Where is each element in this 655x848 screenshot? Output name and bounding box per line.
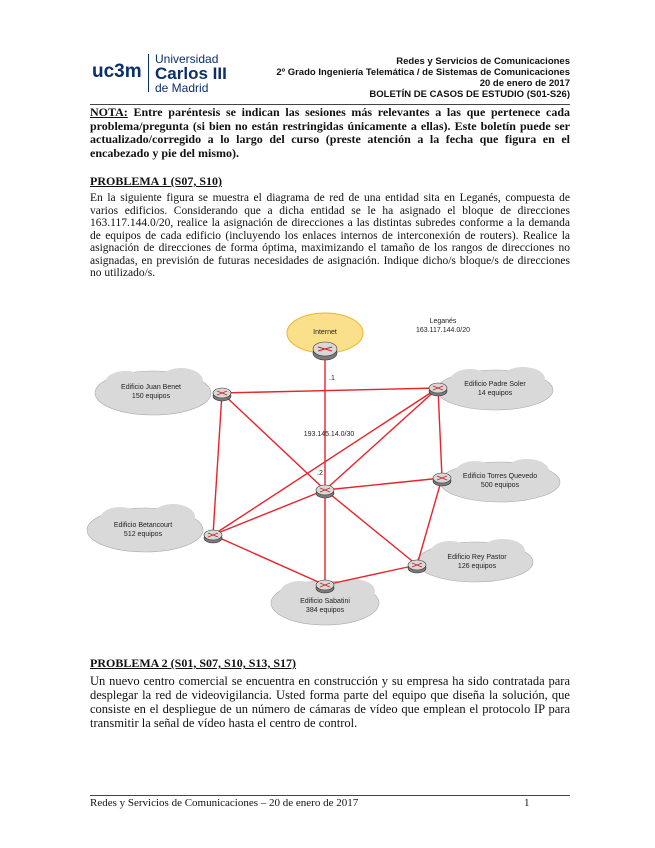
router-padre-soler-icon [429, 383, 447, 396]
footer-text: Redes y Servicios de Comunicaciones – 20 de enero de 2017 [90, 797, 359, 809]
router-internet-icon [313, 342, 337, 360]
label-rey-pastor-hosts: 126 equipos [457, 563, 497, 570]
router-torres-quevedo-icon [433, 473, 451, 486]
router-betancourt-icon [204, 530, 222, 543]
header-course: Redes y Servicios de Comunicaciones [396, 56, 570, 67]
network-links [213, 355, 442, 585]
label-rey-pastor-name: Edificio Rey Pastor [447, 554, 507, 561]
label-site-name: Leganés [429, 318, 457, 325]
header-date: 20 de enero de 2017 [479, 78, 570, 89]
label-sabatini-name: Edificio Sabatini [300, 598, 350, 605]
label-juan-benet-name: Edificio Juan Benet [121, 384, 181, 391]
label-link-net: 193.145.14.0/30 [303, 431, 355, 438]
router-juan-benet-icon [213, 388, 231, 401]
label-site-block: 163.117.144.0/20 [416, 327, 470, 334]
cloud-torres-quevedo [440, 459, 560, 502]
label-internet: Internet [313, 329, 337, 336]
header-bulletin: BOLETÍN DE CASOS DE ESTUDIO (S01-S26) [369, 89, 570, 100]
university-logo [92, 52, 264, 96]
logo-uc3m: uc3m [92, 61, 142, 82]
cloud-padre-soler [437, 367, 553, 410]
page-header [276, 56, 570, 100]
label-torres-quevedo-name: Edificio Torres Quevedo [462, 473, 538, 480]
label-iface-2: .2 [317, 470, 323, 477]
note-text: Entre paréntesis se indican las sesiones más relevantes a las que pertenece cada problema/pregunta (si bien no están restringidas únicamente a ellas). Este boletín puede ser actualizado/corregido a lo largo del curso (preste atención a la fecha que figura en el encabezado y pie del mismo). [90, 105, 570, 160]
problem-1-title: PROBLEMA 1 (S07, S10) [90, 174, 223, 188]
cloud-juan-benet [95, 368, 211, 415]
logo-line-3: de Madrid [155, 81, 209, 95]
label-juan-benet-hosts: 150 equipos [131, 393, 171, 400]
note-paragraph [90, 106, 570, 160]
router-central-icon [316, 485, 334, 498]
header-degree: 2º Grado Ingeniería Telemática / de Sistemas de Comunicaciones [276, 67, 570, 78]
logo-divider [148, 54, 149, 92]
label-sabatini-hosts: 384 equipos [305, 607, 345, 614]
note-label: NOTA: [90, 105, 128, 119]
label-iface-1: .1 [329, 375, 335, 382]
label-betancourt-hosts: 512 equipos [123, 531, 163, 538]
page-number: 1 [524, 797, 530, 809]
router-rey-pastor-icon [408, 560, 426, 573]
logo-line-1: Universidad [155, 52, 219, 66]
footer-rule [90, 795, 570, 796]
problem-2-title: PROBLEMA 2 (S01, S07, S10, S13, S17) [90, 656, 297, 670]
router-sabatini-icon [316, 580, 334, 593]
label-padre-soler-name: Edificio Padre Soler [464, 381, 526, 388]
logo-line-2: Carlos III [155, 64, 227, 83]
network-diagram [85, 305, 575, 635]
label-torres-quevedo-hosts: 500 equipos [480, 482, 520, 489]
label-betancourt-name: Edificio Betancourt [113, 522, 173, 529]
label-padre-soler-hosts: 14 equipos [477, 390, 513, 397]
problem-1-text: En la siguiente figura se muestra el diagrama de red de una entidad sita en Leganés, compuesta de varios edificios. Considerando que a dicha entidad se le ha asignado el bloque de direcciones 163.117.144.0/20, realice la asignación de direcciones a las distintas subredes conforme a la demanda de equipos de cada edificio (incluyendo los enlaces internos de interconexión de routers). Realice la asignación de direcciones de forma óptima, maximizando el tamaño de los rangos de direcciones no asignadas, en previsión de futuras necesidades de asignación. Indique dicho/s bloque/s de direcciones no utilizado/s. [90, 192, 570, 279]
problem-2-text: Un nuevo centro comercial se encuentra en construcción y su empresa ha sido contratada para desplegar la red de videovigilancia. Usted forma parte del equipo que diseña la solución, que consiste en el despliegue de un número de cámaras de vídeo que emplean el protocolo IP para transmitir la señal de vídeo hasta el centro de control. [90, 674, 570, 730]
